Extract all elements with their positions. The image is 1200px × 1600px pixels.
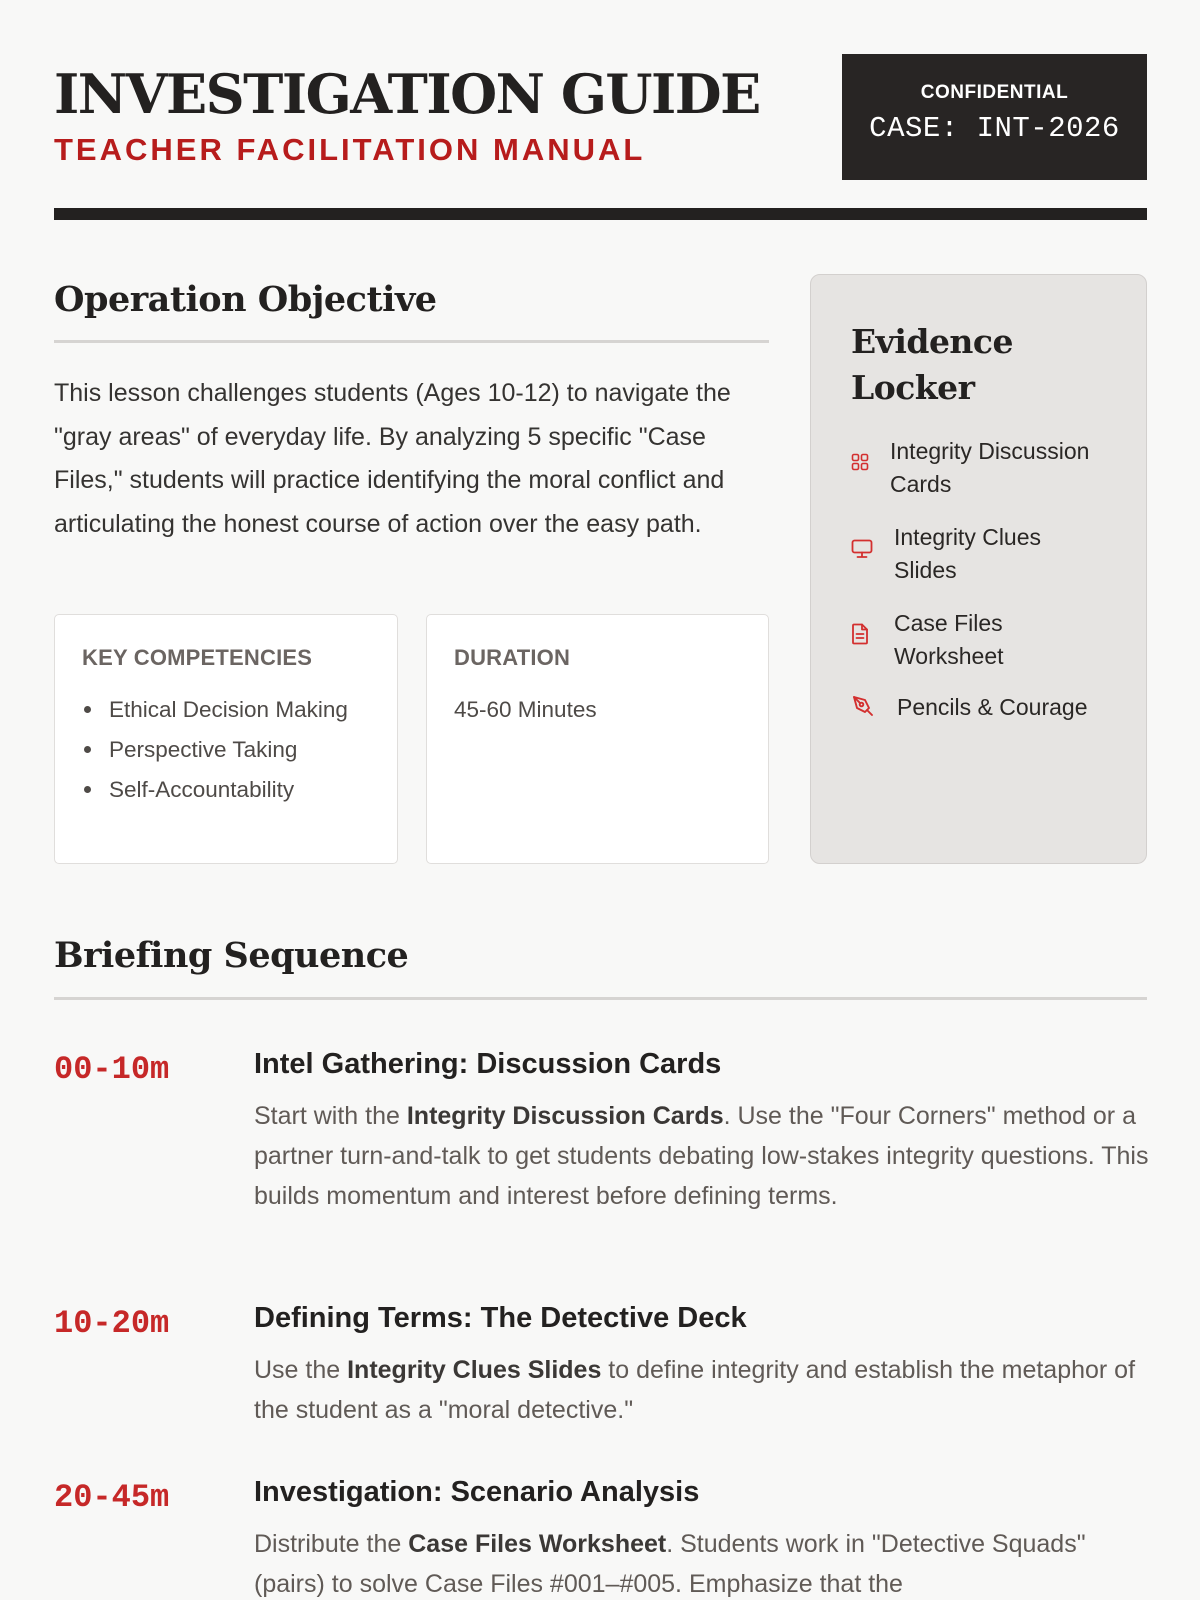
step-desc-bold: Integrity Discussion Cards — [406, 1102, 724, 1130]
competency-label: Ethical Decision Making — [109, 697, 348, 722]
evidence-locker — [810, 274, 1147, 864]
pen-icon — [851, 694, 873, 716]
classification-label: CONFIDENTIAL — [920, 82, 1069, 103]
document-icon — [851, 623, 873, 645]
step-title: Intel Gathering: Discussion Cards — [254, 1048, 722, 1080]
bullet — [84, 706, 91, 713]
objective-heading: Operation Objective — [54, 279, 437, 320]
case-id: CASE: INT-2026 — [869, 112, 1120, 145]
step-desc-post: . Use the "Four Corners" method or a partner turn-and-talk to get students debating low-stakes integrity questions. This builds momentum and interest before defining terms. — [254, 1102, 1149, 1210]
step-title: Investigation: Scenario Analysis — [254, 1476, 700, 1508]
step-time: 00-10m — [54, 1051, 170, 1088]
duration-title: DURATION — [454, 645, 571, 670]
cards-icon — [851, 453, 873, 475]
competencies-list — [82, 693, 382, 813]
duration-card — [426, 614, 769, 864]
page — [54, 0, 1147, 1600]
case-badge — [842, 54, 1147, 180]
locker-title: Evidence Locker — [851, 322, 1014, 407]
step-time: 20-45m — [54, 1479, 170, 1516]
briefing-divider — [54, 997, 1147, 1000]
presentation-icon — [851, 539, 873, 561]
step-desc-pre: Distribute the — [254, 1530, 409, 1558]
locker-item-label: Integrity Clues Slides — [894, 524, 1042, 583]
locker-item-label: Pencils & Courage — [897, 694, 1088, 720]
bullet — [84, 786, 91, 793]
document-header — [54, 54, 1147, 180]
competency-label: Perspective Taking — [109, 737, 298, 762]
duration-value: 45-60 Minutes — [454, 697, 597, 722]
list-item — [82, 773, 382, 806]
step-time: 10-20m — [54, 1305, 170, 1342]
competencies-title: KEY COMPETENCIES — [82, 645, 313, 670]
step-desc-bold: Integrity Clues Slides — [347, 1356, 602, 1384]
step-desc-post: . Students work in "Detective Squads" (pairs) to solve Case Files #001–#005. Emphasize that the — [254, 1530, 1086, 1598]
step-desc-post: to define integrity and establish the metaphor of the student as a "moral detective." — [254, 1356, 1136, 1424]
step-desc-pre: Start with the — [254, 1102, 407, 1130]
objective-text: This lesson challenges students (Ages 10-12) to navigate the "gray areas" of everyday life. By analyzing 5 specific "Case Files," students will practice identifying the moral conflict and articulating the honest course of action over the easy path. — [54, 379, 731, 538]
step-title: Defining Terms: The Detective Deck — [254, 1302, 747, 1334]
objective-divider — [54, 340, 769, 343]
step-description — [254, 1524, 1154, 1600]
header-divider — [54, 208, 1147, 220]
bullet — [84, 746, 91, 753]
locker-item-label: Integrity Discussion Cards — [890, 438, 1090, 497]
list-item — [82, 733, 382, 766]
step-desc-pre: Use the — [254, 1356, 348, 1384]
briefing-heading: Briefing Sequence — [54, 935, 409, 976]
competencies-card — [54, 614, 398, 864]
step-desc-bold: Case Files Worksheet — [408, 1530, 667, 1558]
step-description — [254, 1096, 1154, 1216]
step-description — [254, 1350, 1154, 1430]
locker-item-label: Case Files Worksheet — [894, 610, 1004, 669]
list-item — [82, 693, 382, 726]
competency-label: Self-Accountability — [109, 777, 295, 802]
document-title: INVESTIGATION GUIDE — [54, 62, 760, 126]
document-subtitle: TEACHER FACILITATION MANUAL — [54, 132, 646, 167]
